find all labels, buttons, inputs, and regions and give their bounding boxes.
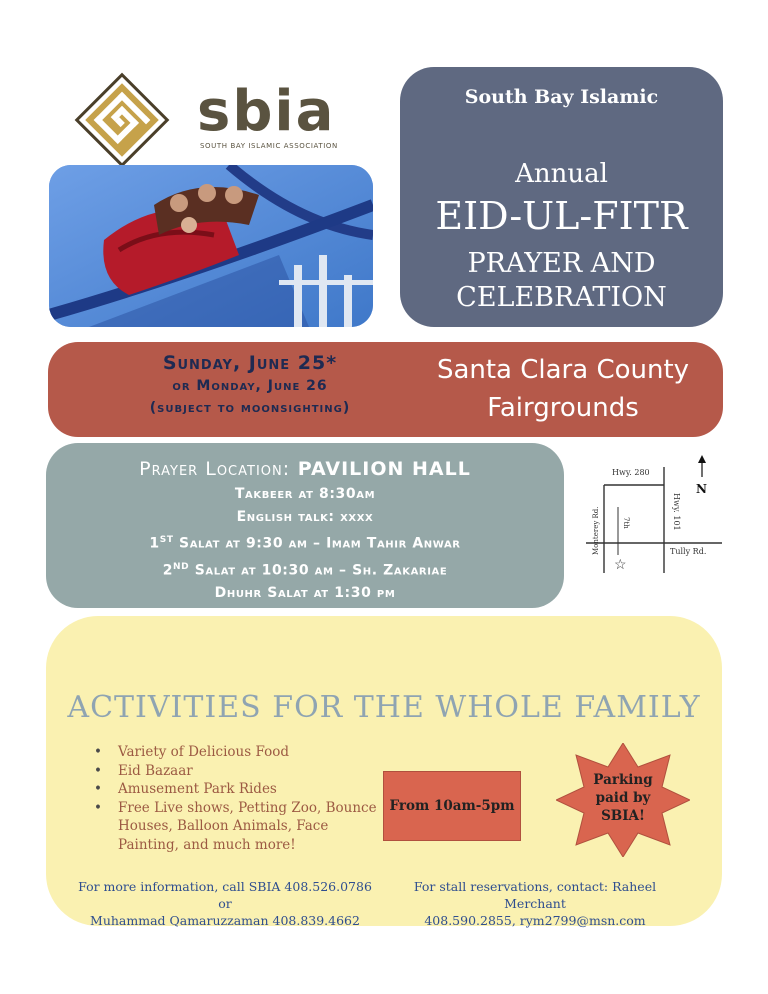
activities-title: ACTIVITIES FOR THE WHOLE FAMILY: [67, 690, 701, 725]
first-salat-number: 1: [149, 535, 160, 552]
more-info-line1: For more information, call SBIA 408.526.0786 or: [78, 879, 372, 911]
north-arrow-head-icon: [698, 455, 706, 463]
annual-label: Annual: [515, 159, 608, 189]
prayer-location-label: Prayer Location:: [139, 458, 291, 480]
date-line-alternate: or Monday, June 26: [172, 378, 328, 394]
second-salat-ordinal: ND: [173, 561, 190, 572]
parking-line2: paid by: [595, 790, 651, 806]
second-salat: [46, 556, 564, 583]
prayer-location: [46, 455, 564, 483]
map-label-7th: 7th: [622, 517, 630, 529]
venue-line1: Santa Clara County: [436, 355, 690, 385]
second-salat-number: 2: [162, 562, 174, 579]
location-map: [584, 455, 724, 577]
list-item: • Eid Bazaar: [90, 762, 390, 781]
parking-line3: SBIA!: [601, 808, 645, 824]
stall-line1: For stall reservations, contact: Raheel Merchant: [413, 879, 657, 911]
more-info-line2: Muhammad Qamaruzzaman 408.839.4662: [90, 913, 360, 928]
map-label-monterey: Monterey Rd.: [592, 506, 600, 555]
date-line-primary: Sunday, June 25*: [162, 352, 338, 374]
parking-line1: Parking: [593, 772, 653, 788]
event-subtitle-line1: PRAYER AND: [467, 248, 656, 279]
organization-name: South Bay Islamic: [464, 86, 659, 108]
list-item: • Free Live shows, Petting Zoo, Bounce Houses, Balloon Animals, Face Painting, and much more!: [90, 799, 390, 855]
dhuhr-salat: Dhuhr Salat at 1:30 pm: [214, 585, 396, 602]
prayer-schedule: [46, 455, 564, 605]
parking-note: [556, 771, 690, 825]
english-talk: English talk: xxxx: [236, 509, 374, 525]
first-salat-ordinal: ST: [159, 535, 174, 545]
takbeer-time: Takbeer at 8:30am: [234, 486, 376, 502]
venue-line2: Fairgrounds: [487, 393, 639, 423]
map-location-star-icon: ☆: [614, 557, 627, 573]
date-line-note: (subject to moonsighting): [149, 400, 351, 416]
logo-subtitle: SOUTH BAY ISLAMIC ASSOCIATION: [200, 142, 338, 150]
stall-reservation-contact: [385, 878, 685, 929]
event-name: EID-UL-FITR: [435, 194, 688, 238]
event-subtitle: [400, 247, 723, 315]
list-item: • Variety of Delicious Food: [90, 743, 390, 762]
map-label-hwy280: Hwy. 280: [612, 468, 650, 477]
first-salat: [46, 529, 564, 556]
event-date: [100, 351, 400, 419]
map-label-hwy101: Hwy. 101: [672, 493, 681, 531]
event-title-box: [400, 67, 723, 327]
list-item: • Amusement Park Rides: [90, 780, 390, 799]
stall-line2: 408.590.2855, rym2799@msn.com: [424, 913, 646, 928]
first-salat-details: Salat at 9:30 am – Imam Tahir Anwar: [173, 535, 461, 552]
sbia-logo-mark: [72, 70, 172, 170]
event-subtitle-line2: CELEBRATION: [456, 282, 667, 313]
event-hours: From 10am-5pm: [383, 771, 521, 841]
roller-coaster-photo: [49, 165, 373, 327]
prayer-location-value: PAVILION HALL: [297, 458, 471, 480]
venue: [418, 351, 708, 427]
more-info-contact: [70, 878, 380, 929]
map-label-tully: Tully Rd.: [670, 547, 707, 556]
map-label-north: N: [696, 482, 707, 496]
activities-list: [90, 743, 390, 854]
second-salat-details: Salat at 10:30 am – Sh. Zakariae: [189, 562, 448, 579]
logo-wordmark: sbia: [197, 79, 336, 144]
